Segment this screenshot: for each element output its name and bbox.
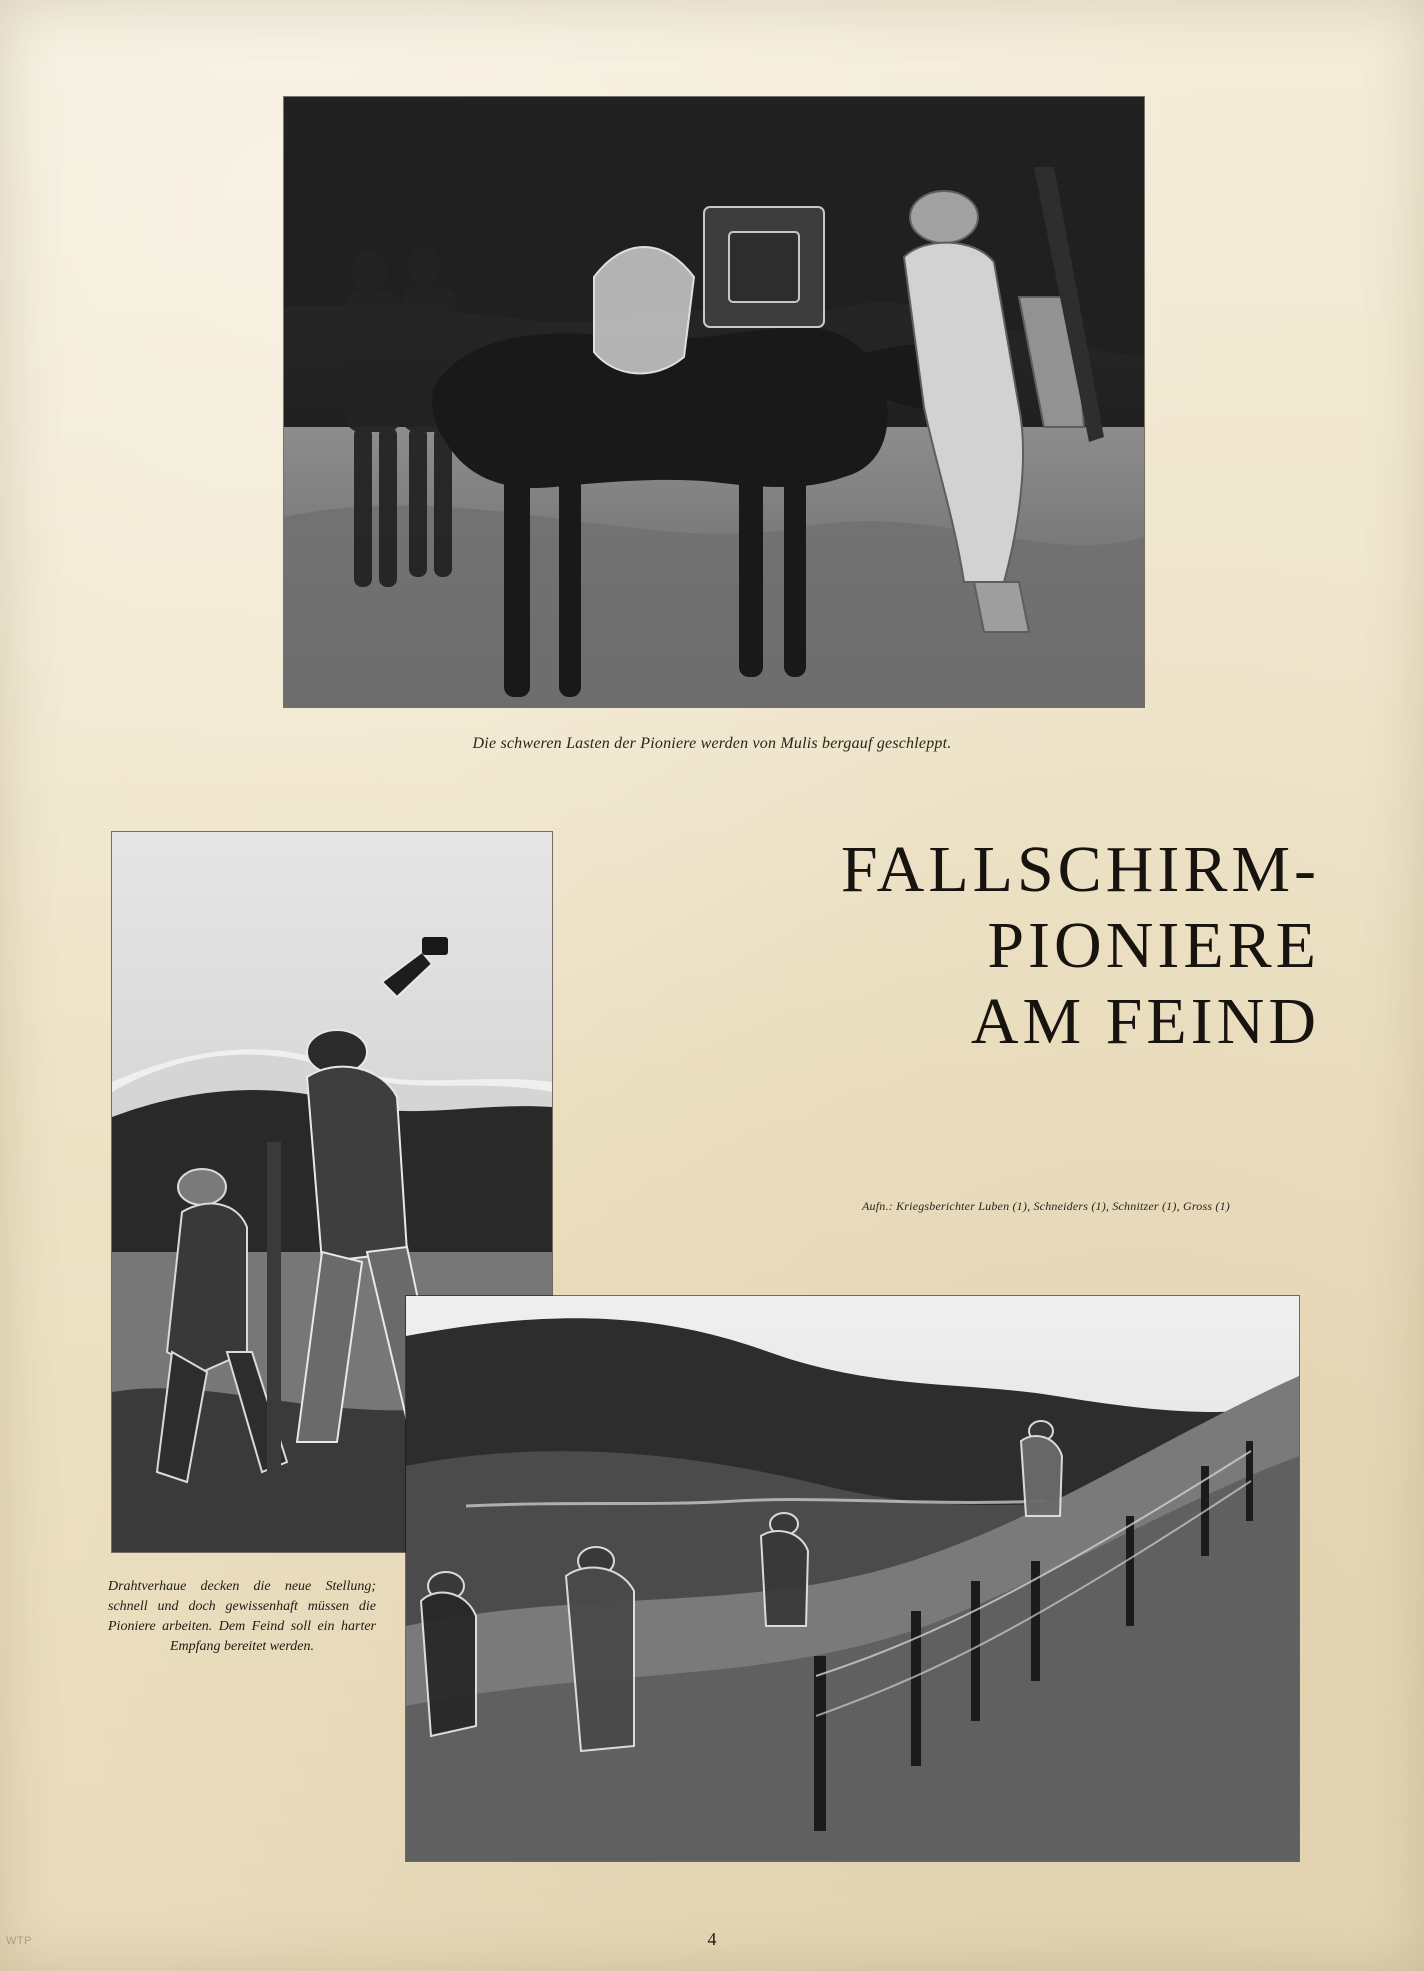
left-photo-caption: Drahtverhaue decken die neue Stellung; schnell und doch gewissenhaft müssen die Pioniere arbeiten. Dem Feind soll ein harter Empfang bereitet werden. bbox=[108, 1579, 376, 1654]
top-photo-caption: Die schweren Lasten der Pioniere werden von Mulis bergauf geschleppt. bbox=[472, 735, 952, 752]
page-number: 4 bbox=[707, 1929, 717, 1949]
headline bbox=[610, 832, 1320, 1060]
corner-watermark: WTP bbox=[6, 1935, 32, 1947]
bottom-photo-wire-obstacles bbox=[406, 1296, 1299, 1861]
photo-credits: Aufn.: Kriegsberichter Luben (1), Schneiders (1), Schnitzer (1), Gross (1) bbox=[862, 1199, 1230, 1213]
headline-line-1: FALLSCHIRM- bbox=[840, 833, 1320, 906]
top-photo-mule-pioneers bbox=[284, 97, 1144, 707]
headline-line-3: AM FEIND bbox=[970, 985, 1320, 1058]
headline-line-2: PIONIERE bbox=[987, 909, 1320, 982]
